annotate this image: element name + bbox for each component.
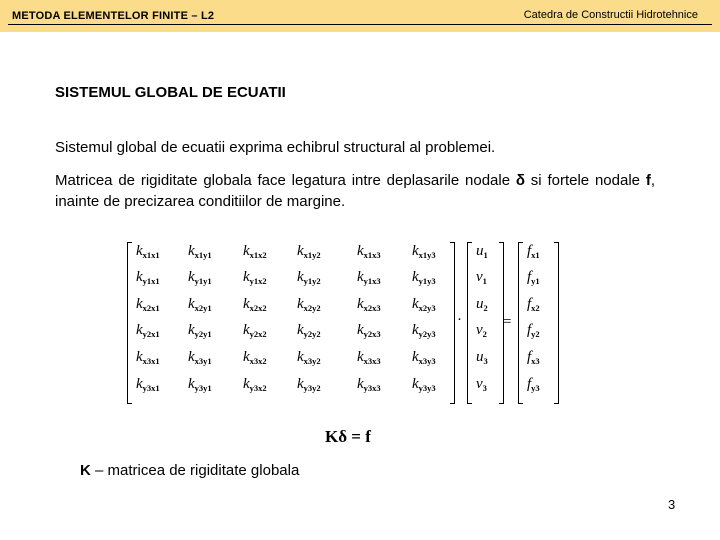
- multiply-dot: ·: [457, 312, 462, 328]
- matrix-cell: $k_{y1y1}$: [188, 269, 212, 286]
- vector-u-bracket-left: [467, 242, 472, 404]
- equals-sign: =: [503, 314, 512, 330]
- header-department: Catedra de Constructii Hidrotehnice: [523, 9, 698, 21]
- matrix-cell: $k_{x3x1}$: [136, 349, 160, 366]
- displacement-entry: $v_3$: [476, 376, 487, 393]
- header-bar: [0, 0, 720, 32]
- vector-f-bracket-right: [554, 242, 559, 404]
- matrix-cell: $k_{x1x3}$: [357, 243, 381, 260]
- matrix-cell: $k_{y3x3}$: [357, 376, 381, 393]
- matrix-cell: $k_{y3y1}$: [188, 376, 212, 393]
- displacement-entry: $u_2$: [476, 296, 488, 313]
- matrix-cell: $k_{x1y2}$: [297, 243, 321, 260]
- matrix-equation: [122, 238, 562, 408]
- displacement-entry: $u_3$: [476, 349, 488, 366]
- k-definition: [80, 462, 299, 479]
- matrix-cell: $k_{x1y1}$: [188, 243, 212, 260]
- matrix-cell: $k_{y2x1}$: [136, 322, 160, 339]
- page-number: 3: [668, 497, 676, 512]
- k-definition-text: – matricea de rigiditate globala: [90, 462, 300, 479]
- vector-f-bracket-left: [518, 242, 523, 404]
- force-entry: $f_{x2}$: [527, 296, 540, 313]
- matrix-cell: $k_{x1y3}$: [412, 243, 436, 260]
- paragraph-text-3: , inainte de precizarea conditiilor de margine.: [55, 172, 655, 210]
- matrix-cell: $k_{x3x3}$: [357, 349, 381, 366]
- paragraph-stiffness: [55, 170, 655, 212]
- force-entry: $f_{y1}$: [527, 269, 540, 286]
- matrix-cell: $k_{y2x3}$: [357, 322, 381, 339]
- matrix-cell: $k_{y3y3}$: [412, 376, 436, 393]
- matrix-cell: $k_{y2y3}$: [412, 322, 436, 339]
- matrix-cell: $k_{y1y2}$: [297, 269, 321, 286]
- paragraph-text-2: si fortele nodale: [525, 172, 646, 189]
- displacement-entry: $u_1$: [476, 243, 488, 260]
- matrix-cell: $k_{y1x2}$: [243, 269, 267, 286]
- matrix-cell: $k_{x3x2}$: [243, 349, 267, 366]
- matrix-cell: $k_{x2y2}$: [297, 296, 321, 313]
- f-symbol: f: [645, 172, 651, 189]
- matrix-cell: $k_{x2y3}$: [412, 296, 436, 313]
- matrix-bracket-right: [450, 242, 455, 404]
- matrix-cell: $k_{x1x1}$: [136, 243, 160, 260]
- matrix-cell: $k_{y3y2}$: [297, 376, 321, 393]
- matrix-cell: $k_{x3y1}$: [188, 349, 212, 366]
- matrix-cell: $k_{x3y3}$: [412, 349, 436, 366]
- matrix-cell: $k_{x1x2}$: [243, 243, 267, 260]
- matrix-cell: $k_{y1y3}$: [412, 269, 436, 286]
- matrix-cell: $k_{y1x1}$: [136, 269, 160, 286]
- header-divider: [8, 24, 712, 25]
- matrix-cell: $k_{x2x1}$: [136, 296, 160, 313]
- matrix-cell: $k_{y1x3}$: [357, 269, 381, 286]
- matrix-cell: $k_{y2y1}$: [188, 322, 212, 339]
- force-entry: $f_{x1}$: [527, 243, 540, 260]
- matrix-cell: $k_{y3x2}$: [243, 376, 267, 393]
- force-entry: $f_{y2}$: [527, 322, 540, 339]
- displacement-entry: $v_2$: [476, 322, 487, 339]
- paragraph-equilibrium: Sistemul global de ecuatii exprima echibrul structural al problemei.: [55, 139, 496, 156]
- matrix-cell: $k_{x2y1}$: [188, 296, 212, 313]
- matrix-bracket-left: [127, 242, 132, 404]
- paragraph-text-1: Matricea de rigiditate globala face legatura intre deplasarile nodale: [55, 172, 516, 189]
- displacement-entry: $v_1$: [476, 269, 487, 286]
- matrix-cell: $k_{y3x1}$: [136, 376, 160, 393]
- matrix-cell: $k_{x2x3}$: [357, 296, 381, 313]
- k-symbol: K: [80, 462, 91, 479]
- header-course-title: METODA ELEMENTELOR FINITE – L2: [12, 10, 215, 22]
- slide-title: SISTEMUL GLOBAL DE ECUATII: [55, 84, 286, 101]
- equation-k-delta-f: Kδ = f: [325, 427, 371, 446]
- matrix-cell: $k_{x3y2}$: [297, 349, 321, 366]
- force-entry: $f_{x3}$: [527, 349, 540, 366]
- force-entry: $f_{y3}$: [527, 376, 540, 393]
- delta-symbol: δ: [515, 172, 525, 189]
- matrix-cell: $k_{x2x2}$: [243, 296, 267, 313]
- matrix-cell: $k_{y2y2}$: [297, 322, 321, 339]
- matrix-cell: $k_{y2x2}$: [243, 322, 267, 339]
